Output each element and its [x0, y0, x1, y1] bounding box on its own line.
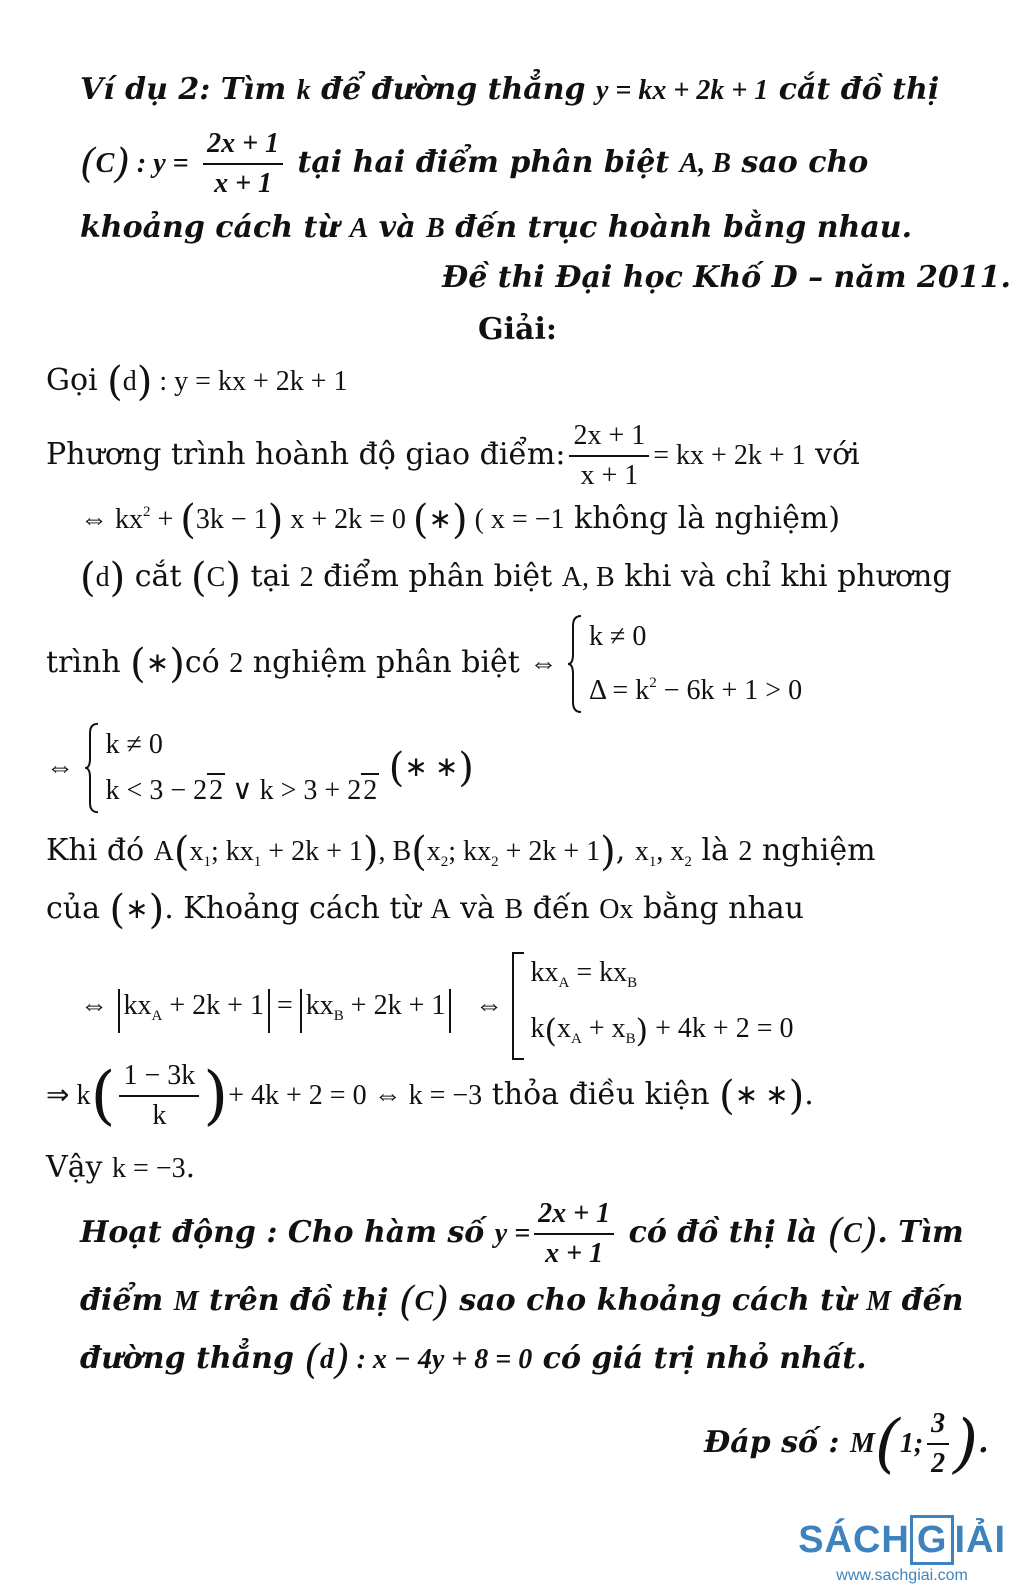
coord: x: [426, 836, 441, 867]
coord: 1;: [899, 1428, 924, 1459]
tag-star: ∗: [428, 504, 452, 535]
activity-text: có giá trị nhỏ nhất.: [532, 1341, 867, 1376]
line-d-equation: : x − 4y + 8 = 0: [349, 1344, 533, 1375]
fraction-numerator: 1 − 3k: [123, 1060, 196, 1091]
system-row-part: k < 3 − 2: [105, 775, 208, 806]
solution-text: khi và chỉ khi phương: [614, 559, 952, 594]
point-A: A: [349, 213, 369, 244]
period: .: [978, 1425, 989, 1460]
activity-answer: Đáp số : M(1; $\frac{3}{2}$ ).: [704, 1407, 989, 1481]
points-AB: A, B: [679, 148, 731, 179]
example-text: khoảng cách từ: [80, 210, 350, 245]
system-row-part: + 4k + 2 = 0: [648, 1013, 794, 1044]
equation: +: [150, 504, 181, 535]
var-k: k: [69, 1080, 91, 1111]
activity-text: sao cho khoảng cách từ: [448, 1283, 867, 1318]
subscript: 1: [253, 854, 262, 870]
example-text: tại hai điểm phân biệt: [287, 145, 680, 180]
root-x2: , x: [656, 836, 685, 867]
subscript: 2: [491, 854, 499, 870]
subscript: B: [333, 1008, 344, 1024]
solution-text: . Khoảng cách từ: [164, 891, 431, 926]
system-row-part: kx: [530, 957, 559, 988]
coord: ; kx: [211, 836, 254, 867]
system-row: [589, 660, 802, 714]
tag-star: ∗: [125, 894, 149, 925]
activity-text: trên đồ thị: [198, 1283, 399, 1318]
solution-text: thỏa điều kiện: [482, 1077, 720, 1112]
system-row-part: − 6k + 1 > 0: [656, 675, 803, 706]
abs-part: kx: [305, 990, 334, 1021]
solution-line-5: trình (∗)có 2 nghiệm phân biệt ⇔ k ≠ 0 $\Delta = k^2 - 6k + 1 > 0$: [46, 614, 802, 714]
subscript: 1: [203, 854, 212, 870]
solution-text: tại: [240, 559, 300, 594]
equiv-arrow: ⇔: [474, 990, 503, 1021]
root-x1: x: [634, 836, 649, 867]
fraction-denominator: 2: [927, 1443, 949, 1480]
solution-text: không là nghiệm): [564, 501, 841, 536]
example-text: để đường thẳng: [310, 72, 596, 107]
fraction-numerator: 2x + 1: [538, 1198, 611, 1229]
point-M: M: [173, 1286, 199, 1317]
watermark-logo: [798, 1515, 1006, 1585]
equation: x + 2k = 0: [283, 504, 413, 535]
solution-text: nghiệm phân biệt: [243, 645, 530, 680]
solution-line-2: [46, 420, 860, 492]
activity-text: đến: [891, 1283, 964, 1318]
solution-line-7: Khi đó $A(x_1$; $kx_1 + 2k + 1$), $B(x_2$; $kx_2 + 2k + 1$), $x_1$, $x_2$ là 2 nghiệm: [46, 829, 876, 875]
solution-text: có: [184, 645, 230, 680]
activity-text: . Tìm: [877, 1215, 964, 1250]
subscript: 1: [648, 854, 657, 870]
absolute-value: [300, 989, 452, 1033]
equation-alternatives: [512, 950, 793, 1062]
subscript: 2: [440, 854, 449, 870]
solution-text: Gọi: [46, 363, 108, 398]
solution-text: và: [450, 891, 505, 926]
subscript: 2: [684, 854, 692, 870]
solution-text: đến: [523, 891, 600, 926]
tag-double-star: ∗ ∗: [734, 1080, 789, 1111]
activity-text: có đồ thị là: [618, 1215, 828, 1250]
var-k: k: [296, 75, 311, 106]
example-text: sao cho: [730, 145, 869, 180]
equiv-arrow: ⇔: [80, 504, 108, 535]
solution-text: nghiệm: [752, 833, 876, 868]
solution-text: Phương trình hoành độ giao điểm:: [46, 437, 566, 472]
comma: ,: [378, 836, 393, 867]
system-row-part: k: [530, 1013, 545, 1044]
solution-line-4: (d) cắt (C) tại 2 điểm phân biệt A, B khi và chỉ khi phương: [80, 555, 952, 601]
exam-source: [442, 260, 1011, 295]
activity-text: Hoạt động : Cho hàm số: [80, 1215, 495, 1250]
fraction: [203, 128, 283, 200]
fraction-denominator: x + 1: [203, 163, 283, 200]
solution-text: trình: [46, 645, 131, 680]
coord: ; kx: [448, 836, 492, 867]
point-B: B: [426, 213, 445, 244]
solution-line-8: của (∗). Khoảng cách từ A và B đến Ox bằng nhau: [46, 887, 804, 933]
subscript: B: [627, 975, 638, 991]
solution-text: là: [691, 833, 739, 868]
solution-text: bằng nhau: [633, 891, 804, 926]
point-A: A: [153, 836, 174, 867]
exponent: 2: [649, 675, 657, 691]
point-M: M: [866, 1286, 892, 1317]
fraction: [569, 420, 649, 492]
tag-double-star: ∗ ∗: [404, 752, 459, 783]
example-line-1: [80, 72, 939, 107]
solution-text: Vậy: [46, 1150, 113, 1185]
solution-text: điểm phân biệt: [313, 559, 562, 594]
period: .: [185, 1150, 196, 1185]
subscript: B: [625, 1031, 636, 1047]
activity-line-1: Hoạt động : Cho hàm số y = $\frac{2x + 1}{x + 1}$ có đồ thị là (C). Tìm: [80, 1198, 964, 1269]
abs-part: kx: [123, 990, 152, 1021]
activity-line-2: điểm M trên đồ thị (C) sao cho khoảng cách từ M đến: [80, 1279, 964, 1325]
brand-g: G: [910, 1515, 955, 1565]
abs-part: + 2k + 1: [343, 990, 446, 1021]
fraction-denominator: x + 1: [569, 455, 649, 492]
equation-system: [567, 614, 802, 714]
tag-star: ∗: [145, 648, 170, 679]
fraction: [119, 1060, 199, 1132]
axis-Ox: Ox: [599, 894, 634, 925]
points-AB: A, B: [561, 562, 615, 593]
subscript: A: [558, 975, 570, 991]
example-text: đến trục hoành bằng nhau.: [444, 210, 913, 245]
fraction-denominator: x + 1: [534, 1233, 614, 1270]
system-row: [530, 950, 793, 1006]
exam-source-text: Đề thi Đại học Khố D – năm 2011.: [442, 260, 1011, 295]
solution-text: cắt: [125, 559, 192, 594]
system-row: k ≠ 0: [105, 729, 163, 760]
example-title-text: Ví dụ 2: Tìm: [80, 72, 297, 107]
comma: ,: [615, 833, 635, 868]
coord: + 2k + 1: [498, 836, 601, 867]
solution-text: với: [805, 437, 860, 472]
solution-text: Khi đó: [46, 833, 154, 868]
system-row: [106, 768, 380, 814]
function-y: y =: [494, 1218, 531, 1249]
line-d: d: [122, 366, 137, 397]
fraction: [534, 1198, 614, 1270]
answer-label: Đáp số :: [704, 1425, 850, 1460]
curve-eq-prefix: : y =: [129, 148, 189, 179]
system-row-part: x: [556, 1013, 571, 1044]
system-row: k ≠ 0: [588, 621, 647, 652]
equals: =: [269, 990, 300, 1021]
point-A: A: [430, 894, 451, 925]
sqrt: 2: [209, 775, 224, 806]
equiv-arrow: ⇔: [46, 752, 74, 783]
system-row-part: = kx: [569, 957, 628, 988]
equation-system: [84, 722, 380, 814]
period: .: [804, 1077, 814, 1112]
brand-part: IẢI: [954, 1519, 1006, 1561]
fraction-numerator: 2x + 1: [573, 420, 646, 451]
point-B: B: [392, 836, 412, 867]
example-line-3: [80, 210, 912, 245]
equation: 3k − 1: [195, 504, 268, 535]
equation: + 4k + 2 = 0 ⇔ k = −3: [228, 1080, 483, 1111]
brand-part: SÁCH: [798, 1519, 910, 1561]
line-d: d: [95, 562, 110, 593]
line-d: d: [319, 1344, 334, 1375]
activity-text: điểm: [80, 1283, 174, 1318]
solution-line-3: ⇔ $kx^2 + (3k - 1) x + 2k = 0$ (∗) ( x = −1 không là nghiệm): [80, 497, 841, 543]
curve-C: C: [843, 1218, 862, 1249]
example-text: cắt đồ thị: [768, 72, 940, 107]
sqrt: 2: [363, 775, 378, 806]
exponent: 2: [143, 504, 151, 520]
curve-C: C: [414, 1286, 434, 1317]
equation: kx: [108, 504, 143, 535]
system-row: $k(x_A + x_B) + 4k + 2 = 0$: [530, 1011, 794, 1050]
watermark-url: www.sachgiai.com: [836, 1567, 968, 1584]
line-equation: y = kx + 2k + 1: [595, 75, 769, 106]
equation: ( x = −1: [467, 504, 565, 535]
solution-heading-text: Giải:: [478, 312, 557, 347]
solution-line-10: ⇒ k( $\frac{1 - 3k}{k}$ )+ 4k + 2 = 0 ⇔ k = −3 thỏa điều kiện (∗ ∗).: [46, 1059, 814, 1133]
solution-line-9: [80, 950, 793, 1062]
watermark-brand: [798, 1515, 1006, 1565]
equiv-arrow: ⇔: [80, 990, 108, 1021]
subscript: A: [151, 1008, 163, 1024]
absolute-value: [118, 989, 270, 1033]
implies-arrow: ⇒: [46, 1080, 70, 1111]
abs-part: + 2k + 1: [162, 990, 264, 1021]
subscript: A: [570, 1031, 582, 1047]
line-d-equation: : y = kx + 2k + 1: [152, 366, 348, 397]
solution-line-11: [46, 1150, 195, 1185]
system-row-part: ∨ k > 3 + 2: [225, 775, 362, 806]
number: 2: [738, 836, 753, 867]
system-row-part: + x: [581, 1013, 626, 1044]
number: 2: [299, 562, 314, 593]
coord: + 2k + 1: [261, 836, 363, 867]
point-M: M: [849, 1428, 875, 1459]
equation: = kx + 2k + 1: [653, 440, 806, 471]
solution-text: của: [46, 891, 110, 926]
answer-k: k = −3: [112, 1153, 186, 1184]
solution-line-6: ⇔ k ≠ 0 k < 3 − 22 ∨ k > 3 + 22 (∗ ∗): [46, 722, 474, 814]
fraction-numerator: 2x + 1: [207, 128, 280, 159]
example-line-2: (C) : y = $\frac{2x + 1}{x + 1}$ tại hai điểm phân biệt A, B sao cho: [80, 128, 869, 199]
fraction-numerator: 3: [931, 1408, 946, 1439]
system-row-part: Δ = k: [588, 675, 650, 706]
fraction: [927, 1408, 949, 1480]
coord: x: [189, 836, 204, 867]
curve-C: C: [206, 562, 226, 593]
curve-C: C: [95, 148, 115, 179]
equiv-arrow: ⇔: [529, 648, 558, 679]
example-text: và: [368, 210, 427, 245]
activity-text: đường thẳng: [80, 1341, 305, 1376]
fraction-denominator: k: [119, 1095, 199, 1132]
solution-line-1: Gọi (d) : y = kx + 2k + 1: [46, 359, 348, 405]
number: 2: [229, 648, 244, 679]
point-B: B: [504, 894, 524, 925]
solution-heading: [478, 312, 557, 347]
activity-line-3: đường thẳng (d) : x − 4y + 8 = 0 có giá trị nhỏ nhất.: [80, 1337, 867, 1383]
